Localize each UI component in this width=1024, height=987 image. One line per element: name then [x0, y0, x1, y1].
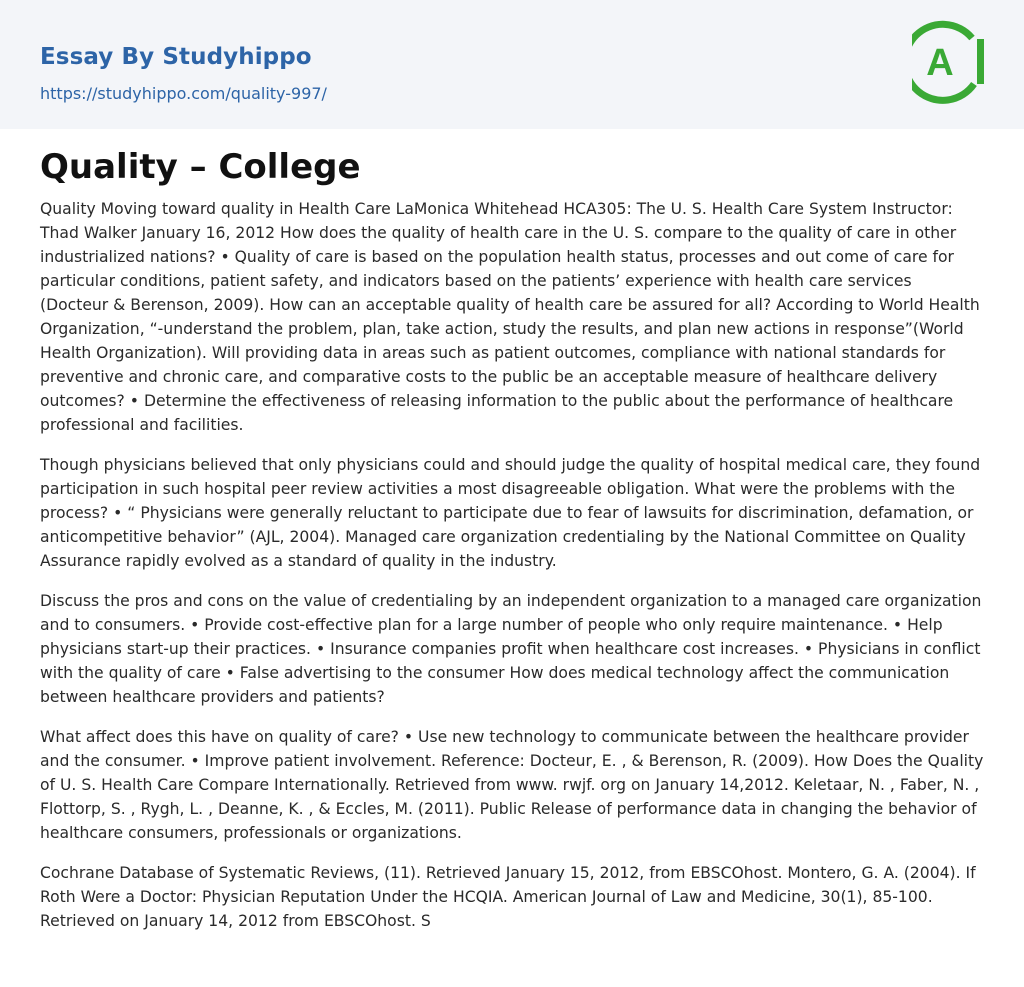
essay-url-link[interactable]: https://studyhippo.com/quality-997/: [40, 84, 327, 103]
essay-content: [0, 129, 1024, 933]
essay-paragraph: Cochrane Database of Systematic Reviews, (11). Retrieved January 15, 2012, from EBSCOhost. Montero, G. A. (2004). If Roth Were a Doctor: Physician Reputation Under the HCQIA. American Journal of Law and Medicine, 30(1), 85-100. Retrieved on January 14, 2012 from EBSCOhost. S: [40, 864, 976, 930]
studyhippo-logo[interactable]: [912, 18, 988, 106]
page-header: [0, 0, 1024, 129]
logo-letter: A: [926, 42, 954, 84]
logo-icon: [912, 18, 988, 106]
brand-title: Essay By Studyhippo: [40, 44, 312, 70]
page-title: Quality – College: [40, 147, 361, 187]
essay-paragraph: What affect does this have on quality of care? • Use new technology to communicate between the healthcare provider and the consumer. • Improve patient involvement. Reference: Docteur, E. , & Berenson, R. (2009). How Does the Quality of U. S. Health Care Compare Internationally. Retrieved from www. rwjf. org on January 14,2012. Keletaar, N. , Faber, N. , Flottorp, S. , Rygh, L. , Deanne, K. , & Eccles, M. (2011). Public Release of performance data in changing the behavior of healthcare consumers, professionals or organizations.: [40, 728, 984, 842]
essay-paragraph: Discuss the pros and cons on the value of credentialing by an independent organization to a managed care organization and to consumers. • Provide cost-effective plan for a large number of people who only require maintenance. • Help physicians start-up their practices. • Insurance companies profit when healthcare cost increases. • Physicians in conflict with the quality of care • False advertising to the consumer How does medical technology affect the communication between healthcare providers and patients?: [40, 592, 982, 706]
essay-paragraph: Quality Moving toward quality in Health Care LaMonica Whitehead HCA305: The U. S. Health Care System Instructor: Thad Walker January 16, 2012 How does the quality of health care in the U. S. compare to the quality of care in other industrialized nations? • Quality of care is based on the population health status, processes and out come of care for particular conditions, patient safety, and indicators based on the patients’ experience with health care services (Docteur & Berenson, 2009). How can an acceptable quality of health care be assured for all? According to World Health Organization, “-understand the problem, plan, take action, study the results, and plan new actions in response”(World Health Organization). Will providing data in areas such as patient outcomes, compliance with national standards for preventive and chronic care, and comparative costs to the public be an acceptable measure of healthcare delivery outcomes? • Determine the effectiveness of releasing information to the public about the performance of healthcare professional and facilities.: [40, 200, 980, 434]
essay-paragraph: Though physicians believed that only physicians could and should judge the quality of hospital medical care, they found participation in such hospital peer review activities a most disagreeable obligation. What were the problems with the process? • “ Physicians were generally reluctant to participate due to fear of lawsuits for discrimination, defamation, or anticompetitive behavior” (AJL, 2004). Managed care organization credentialing by the National Committee on Quality Assurance rapidly evolved as a standard of quality in the industry.: [40, 456, 981, 570]
